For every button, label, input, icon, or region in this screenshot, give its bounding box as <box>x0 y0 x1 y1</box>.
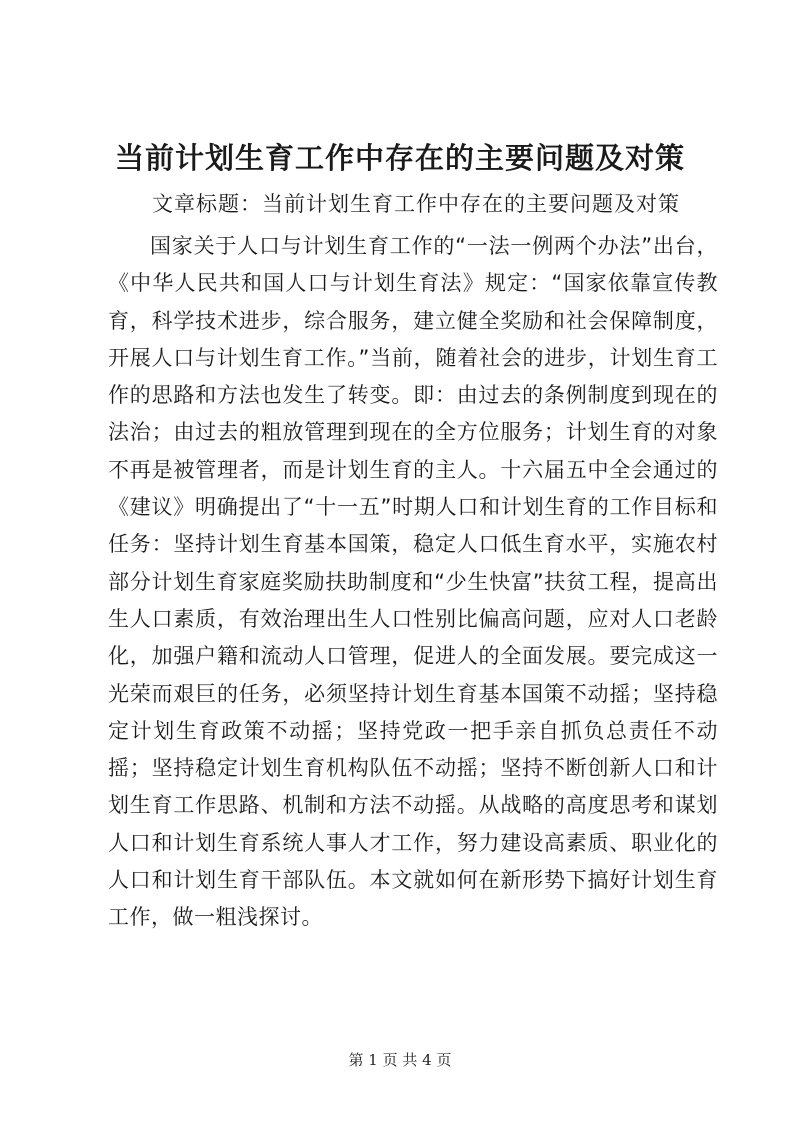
body-paragraph: 国家关于人口与计划生育工作的“一法一例两个办法”出台，《中华人民共和国人口与计划生育法》规定：“国家依靠宣传教育，科学技术进步，综合服务，建立健全奖励和社会保障制度，开展人口与计划生育工作。”当前，随着社会的进步，计划生育工作的思路和方法也发生了转变。即：由过去的条例制度到现在的法治；由过去的粗放管理到现在的全方位服务；计划生育的对象不再是被管理者，而是计划生育的主人。十六届五中全会通过的《建议》明确提出了“十一五”时期人口和计划生育的工作目标和任务：坚持计划生育基本国策，稳定人口低生育水平，实施农村部分计划生育家庭奖励扶助制度和“少生快富”扶贫工程，提高出生人口素质，有效治理出生人口性别比偏高问题，应对人口老龄化，加强户籍和流动人口管理，促进人的全面发展。要完成这一光荣而艰巨的任务，必须坚持计划生育基本国策不动摇；坚持稳定计划生育政策不动摇；坚持党政一把手亲自抓负总责任不动摇；坚持稳定计划生育机构队伍不动摇；坚持不断创新人口和计划生育工作思路、机制和方法不动摇。从战略的高度思考和谋划人口和计划生育系统人事人才工作，努力建设高素质、职业化的人口和计划生育干部队伍。本文就如何在新形势下搞好计划生育工作，做一粗浅探讨。 <box>108 234 718 930</box>
page-number-footer: 第 1 页 共 4 页 <box>348 1051 452 1069</box>
document-title: 当前计划生育工作中存在的主要问题及对策 <box>114 141 685 175</box>
article-subtitle: 文章标题：当前计划生育工作中存在的主要问题及对策 <box>152 192 680 216</box>
